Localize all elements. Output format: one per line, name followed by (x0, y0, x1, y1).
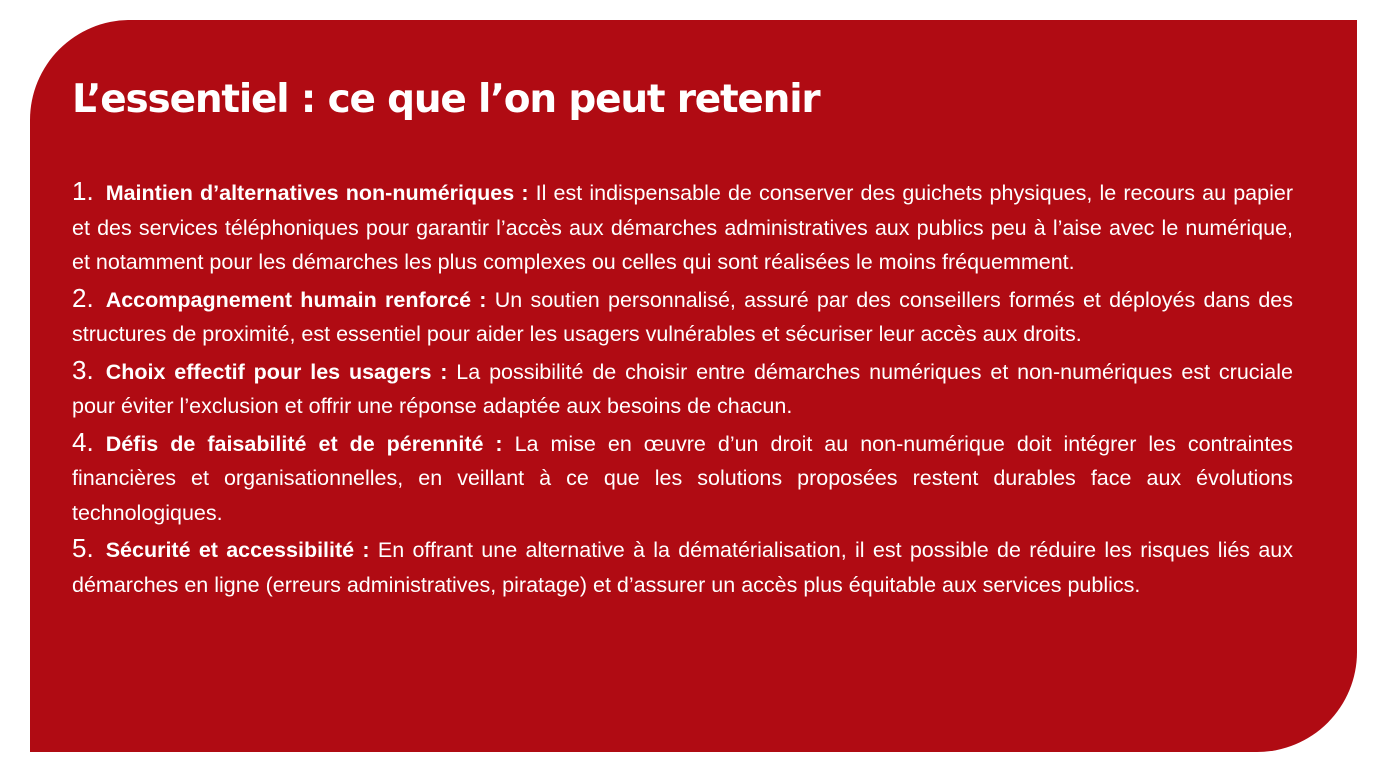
item-text: La possibilité de choisir entre démarches numériques et non-numériques est cruciale pour éviter l’exclusion et offrir une réponse adaptée aux besoins de chacun. (72, 359, 1293, 418)
item-number: 1. (72, 176, 94, 206)
item-label: Maintien d’alternatives non-numériques : (105, 181, 529, 205)
key-points-list (72, 174, 1293, 602)
item-text: Un soutien personnalisé, assuré par des conseillers formés et déployés dans des structures de proximité, est essentiel pour aider les usagers vulnérables et sécuriser leur accès aux droits. (72, 287, 1293, 346)
item-number: 2. (72, 282, 94, 313)
item-text: La mise en œuvre d’un droit au non-numérique doit intégrer les contraintes financières et organisationnelles, en veillant à ce que les solutions proposées restent durables face aux évolutions technologiques. (72, 431, 1293, 525)
summary-card (30, 20, 1357, 752)
item-number: 4. (72, 426, 94, 457)
item-label: Accompagnement humain renforcé : (105, 287, 487, 312)
list-item (72, 353, 1293, 424)
list-item (72, 281, 1293, 352)
item-label: Choix effectif pour les usagers : (105, 359, 448, 384)
item-label: Défis de faisabilité et de pérennité : (105, 431, 503, 456)
item-number: 5. (72, 533, 94, 563)
list-item (72, 531, 1293, 602)
item-text: Il est indispensable de conserver des guichets physiques, le recours au papier et des services téléphoniques pour garantir l’accès aux démarches administratives aux publics peu à l’aise avec le numérique, et notamment pour les démarches les plus complexes ou celles qui sont réalisées le moins fréquemment. (72, 181, 1293, 274)
card-title: L’essentiel : ce que l’on peut retenir (72, 77, 820, 122)
item-number: 3. (72, 354, 94, 385)
item-label: Sécurité et accessibilité : (105, 538, 370, 562)
list-item (72, 174, 1293, 280)
list-item (72, 425, 1293, 531)
item-text: En offrant une alternative à la dématérialisation, il est possible de réduire les risques liés aux démarches en ligne (erreurs administratives, piratage) et d’assurer un accès plus équitable aux services publics. (72, 538, 1294, 597)
